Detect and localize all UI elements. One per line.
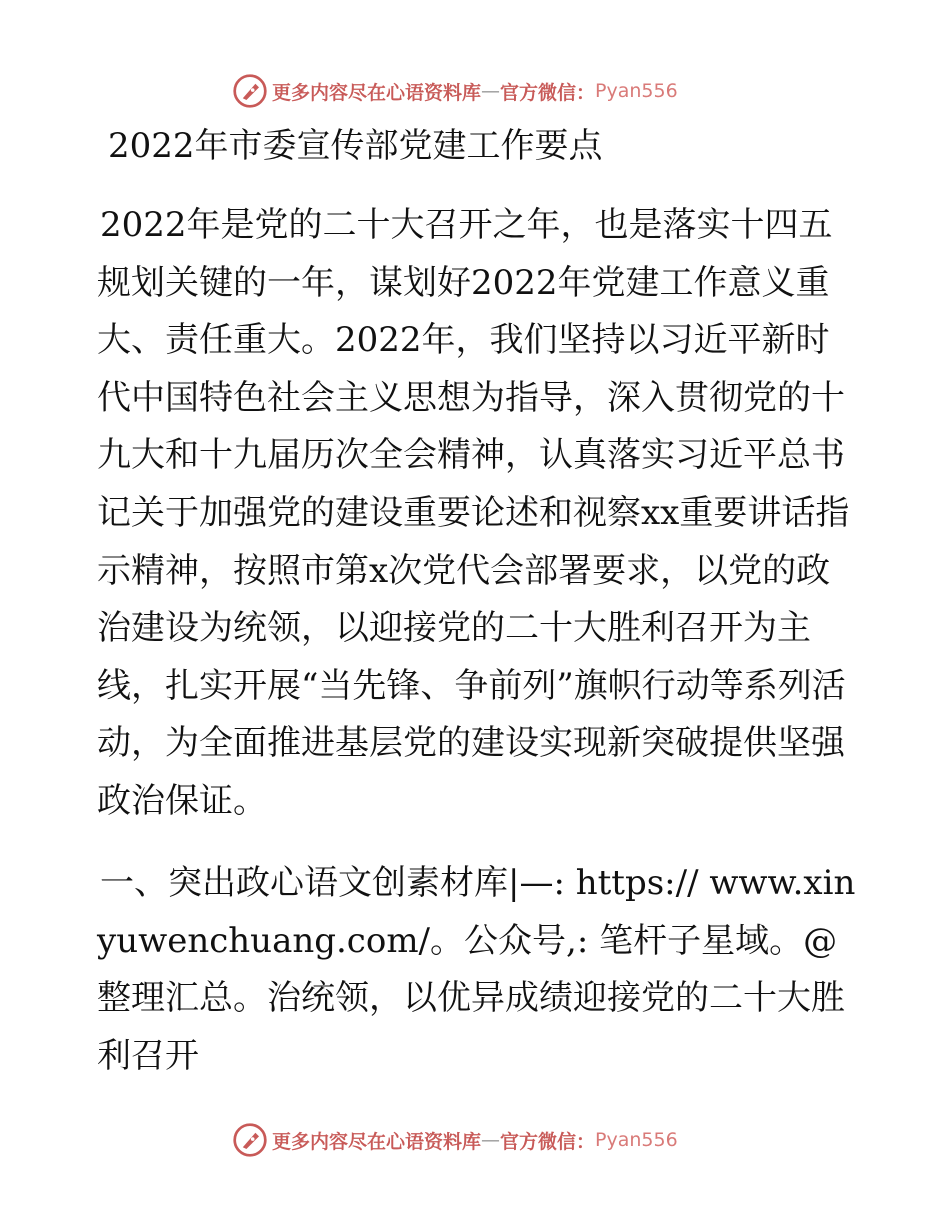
paragraph-intro: 2022年是党的二十大召开之年，也是落实十四五规划关键的一年，谋划好2022年党建工作意义重大、责任重大。2022年，我们坚持以习近平新时代中国特色社会主义思想为指导，深入贯彻党的十九大和十九届历次全会精神，认真落实习近平总书记关于加强党的建设重要论述和视察xx重要讲话指示精神，按照市第x次党代会部署要求，以党的政治建设为统领，以迎接党的二十大胜利召开为主线，扎实开展“当先锋、争前列”旗帜行动等系列活动，为全面推进基层党的建设实现新突破提供坚强政治保证。	[97, 205, 850, 821]
header-watermark-banner	[232, 71, 678, 111]
paragraph-section-1: 一、突出政心语文创素材库|—: https:// www.xinyuwenchuang.com/。公众号,: 笔杆子星域。@整理汇总。治统领，以优异成绩迎接党的二十大胜利召开	[97, 863, 856, 1076]
pen-nib-logo-icon	[232, 1122, 268, 1158]
banner-main-text: 更多内容尽在心语资料库	[272, 1130, 482, 1153]
banner-dash: —	[481, 80, 501, 102]
banner-wechat-id: Pyan556	[595, 1129, 678, 1151]
footer-watermark-banner	[232, 1120, 678, 1160]
banner-dash: —	[481, 1129, 501, 1151]
banner-main-text: 更多内容尽在心语资料库	[272, 81, 482, 104]
banner-official-label: 官方微信：	[500, 81, 596, 104]
banner-wechat-id: Pyan556	[595, 80, 678, 102]
document-title: 2022年市委宣传部党建工作要点	[108, 126, 603, 166]
banner-official-label: 官方微信：	[500, 1130, 596, 1153]
pen-nib-logo-icon	[232, 73, 268, 109]
